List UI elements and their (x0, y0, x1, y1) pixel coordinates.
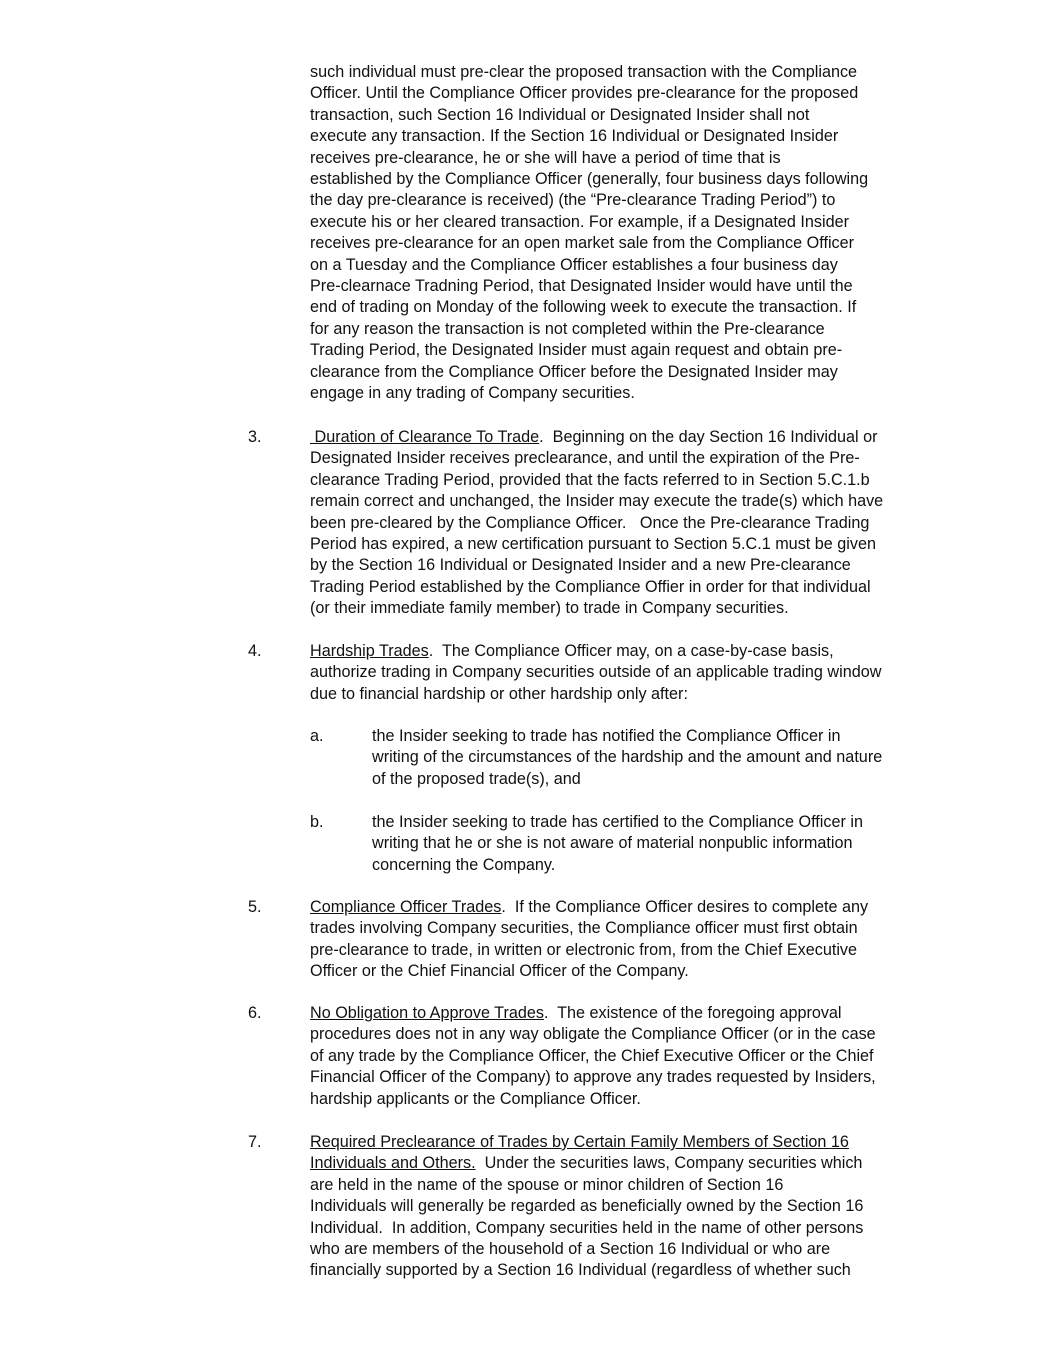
text-line: procedures does not in any way obligate the Compliance Officer (or in the case (310, 1025, 876, 1044)
section-7-second-line-rest: Under the securities laws, Company securities which (475, 1154, 863, 1173)
section-7-heading-part-2: Individuals and Others. (310, 1154, 476, 1173)
text-line: the day pre-clearance is received) (the “Pre-clearance Trading Period”) to (310, 191, 836, 210)
text-line: engage in any trading of Company securities. (310, 384, 635, 403)
text-line: been pre-cleared by the Compliance Officer. Once the Pre-clearance Trading (310, 513, 870, 532)
text-line: the Insider seeking to trade has certified to the Compliance Officer in (372, 813, 863, 831)
text-line: hardship applicants or the Compliance Officer. (310, 1089, 641, 1108)
section-7 (310, 1132, 935, 1282)
section-4-number: 4. (248, 642, 262, 660)
section-6-number: 6. (248, 1004, 262, 1022)
intro-paragraph (310, 62, 935, 405)
text-line: pre-clearance to trade, in written or electronic from, from the Chief Executive (310, 940, 858, 959)
text-line: Trading Period, the Designated Insider must again request and obtain pre- (310, 341, 843, 360)
section-4-first-line-rest: . The Compliance Officer may, on a case-by-case basis, (428, 642, 834, 660)
text-line: financially supported by a Section 16 Individual (regardless of whether such (310, 1261, 851, 1280)
text-line: Officer or the Chief Financial Officer of the Company. (310, 962, 689, 981)
item-b-text (372, 812, 937, 876)
item-a-text (372, 726, 937, 790)
text-line: for any reason the transaction is not completed within the Pre-clearance (310, 319, 825, 338)
text-line: Officer. Until the Compliance Officer provides pre-clearance for the proposed (310, 84, 859, 103)
item-a-letter: a. (310, 727, 324, 745)
text-line: Individual. In addition, Company securities held in the name of other persons (310, 1218, 864, 1237)
text-line: execute any transaction. If the Section 16 Individual or Designated Insider (310, 127, 839, 146)
text-line: (or their immediate family member) to trade in Company securities. (310, 599, 789, 618)
section-5-first-line (310, 897, 935, 918)
text-line: Financial Officer of the Company) to approve any trades requested by Insiders, (310, 1068, 876, 1087)
section-4-first-line (310, 641, 935, 662)
text-line: established by the Compliance Officer (generally, four business days following (310, 170, 869, 189)
text-line: Period has expired, a new certification pursuant to Section 5.C.1 must be given (310, 535, 876, 554)
text-line: are held in the name of the spouse or minor children of Section 16 (310, 1175, 784, 1194)
text-line: such individual must pre-clear the proposed transaction with the Compliance (310, 63, 858, 81)
text-line: Individuals will generally be regarded as beneficially owned by the Section 16 (310, 1197, 864, 1216)
section-3-first-line (310, 427, 935, 448)
text-line: Designated Insider receives preclearance, and until the expiration of the Pre- (310, 449, 860, 468)
section-3 (310, 427, 935, 620)
text-line: concerning the Company. (372, 855, 556, 874)
text-line: due to financial hardship or other hardship only after: (310, 684, 688, 703)
text-line: Pre-clearnace Tradning Period, that Designated Insider would have until the (310, 277, 853, 296)
section-4-heading: Hardship Trades (310, 642, 429, 660)
section-3-heading: Duration of Clearance To Trade (310, 428, 540, 446)
text-line: on a Tuesday and the Compliance Officer establishes a four business day (310, 255, 838, 274)
section-5-number: 5. (248, 898, 262, 916)
text-line: execute his or her cleared transaction. For example, if a Designated Insider (310, 212, 849, 231)
text-line: clearance from the Compliance Officer before the Designated Insider may (310, 362, 838, 381)
text-line: by the Section 16 Individual or Designated Insider and a new Pre-clearance (310, 556, 851, 575)
section-3-first-line-rest: . Beginning on the day Section 16 Individual or (539, 428, 878, 446)
text-line: trades involving Company securities, the Compliance officer must first obtain (310, 919, 858, 938)
text-line: of any trade by the Compliance Officer, the Chief Executive Officer or the Chief (310, 1046, 874, 1065)
section-7-heading-part-1: Required Preclearance of Trades by Certain Family Members of Section 16 (310, 1133, 849, 1151)
section-6-first-line (310, 1003, 935, 1024)
section-5-first-line-rest: . If the Compliance Officer desires to complete any (501, 898, 869, 916)
text-line: end of trading on Monday of the following week to execute the transaction. If (310, 298, 857, 317)
text-line: clearance Trading Period, provided that the facts referred to in Section 5.C.1.b (310, 470, 870, 489)
text-line: receives pre-clearance for an open market sale from the Compliance Officer (310, 234, 855, 253)
text-line: Trading Period established by the Compliance Offier in order for that individual (310, 577, 871, 596)
section-7-number: 7. (248, 1133, 262, 1151)
section-5-heading: Compliance Officer Trades (310, 898, 502, 916)
section-6-heading: No Obligation to Approve Trades (310, 1004, 544, 1022)
text-line: the Insider seeking to trade has notified the Compliance Officer in (372, 727, 841, 745)
text-line: remain correct and unchanged, the Insider may execute the trade(s) which have (310, 492, 884, 511)
text-line: authorize trading in Company securities outside of an applicable trading window (310, 663, 882, 682)
text-line: who are members of the household of a Section 16 Individual or who are (310, 1240, 831, 1259)
section-6 (310, 1003, 935, 1110)
section-3-number: 3. (248, 428, 262, 446)
item-b-letter: b. (310, 813, 324, 831)
text-line: of the proposed trade(s), and (372, 769, 581, 788)
text-line: transaction, such Section 16 Individual or Designated Insider shall not (310, 105, 810, 124)
text-line: writing of the circumstances of the hardship and the amount and nature (372, 748, 883, 767)
section-5 (310, 897, 935, 983)
text-line: receives pre-clearance, he or she will have a period of time that is (310, 148, 781, 167)
section-6-first-line-rest: . The existence of the foregoing approval (543, 1004, 842, 1022)
section-7-heading-line-2 (310, 1153, 935, 1174)
section-7-heading-line-1 (310, 1132, 935, 1153)
section-4 (310, 641, 935, 705)
text-line: writing that he or she is not aware of material nonpublic information (372, 834, 853, 853)
